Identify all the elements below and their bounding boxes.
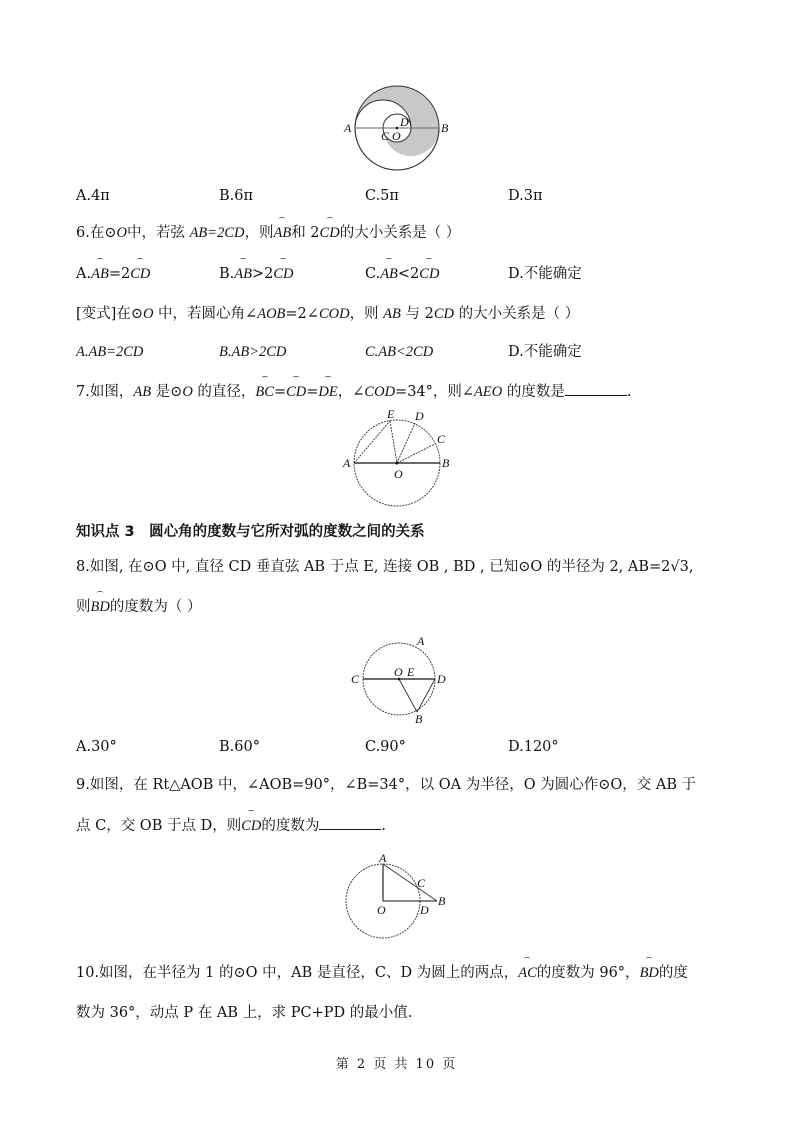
q6-text: 中，若弦 xyxy=(126,225,190,241)
figure-q5-shaded-circles xyxy=(340,78,455,173)
label-A: A xyxy=(417,634,425,648)
page-footer: 第 2 页 共 10 页 xyxy=(335,1057,458,1072)
label-E: E xyxy=(387,408,395,421)
figure-q9-circle xyxy=(340,852,455,944)
arc-cd: ⌒ CD xyxy=(241,816,261,836)
option-prefix: C. xyxy=(365,266,381,282)
q6-stem xyxy=(76,223,460,243)
equals: = xyxy=(273,384,287,400)
option-prefix: D. xyxy=(508,266,524,282)
label-O: O xyxy=(394,467,403,481)
q9-stem-line2 xyxy=(76,815,386,836)
segment-BD xyxy=(417,679,435,712)
q7-text: 7.如图， xyxy=(76,384,134,400)
q8-stem-line1: 8.如图, 在⊙O 中, 直径 CD 垂直弦 AB 于点 E, 连接 OB , BD , 已知⊙O 的半径为 2, AB=2√3, xyxy=(76,559,694,575)
arc-cd: ⌒ CD xyxy=(273,264,293,284)
q6-text: 和 2 xyxy=(291,225,320,241)
equals: = xyxy=(306,384,319,400)
variant-option-c[interactable]: C.AB<2CD xyxy=(365,344,434,360)
label-D: D xyxy=(437,672,446,686)
q6-option-b[interactable] xyxy=(219,264,294,284)
variant-text: 的大小关系是（ ） xyxy=(454,306,580,322)
q6-options xyxy=(76,264,716,284)
q5-option-a[interactable]: A.4π xyxy=(76,188,110,204)
q10-text: 的度 xyxy=(658,965,688,981)
q10-stem-line2: 数为 36°，动点 P 在 AB 上，求 PC+PD 的最小值. xyxy=(76,1005,413,1021)
q10-text: 的度数为 96°， xyxy=(536,965,640,981)
q8-option-a[interactable]: A.30° xyxy=(76,739,117,755)
arc-bc: ⌒ BC xyxy=(255,382,274,402)
q8-text: 则 xyxy=(76,599,91,615)
q6-option-d[interactable] xyxy=(508,264,582,284)
q7-text: ，∠ xyxy=(337,384,365,400)
variant-text: ，则 xyxy=(349,306,384,322)
figure-q7-circle xyxy=(340,408,455,508)
q6-text: 的大小关系是（ ） xyxy=(339,225,461,241)
label-D: D xyxy=(420,903,429,917)
arc-ab: ⌒ AB xyxy=(91,264,109,284)
variant-options xyxy=(76,342,716,362)
label-A: A xyxy=(379,852,387,865)
q10-text: 10.如图，在半径为 1 的⊙O 中，AB 是直径，C、D 为圆上的两点， xyxy=(76,965,519,981)
angle-cod: COD xyxy=(318,306,350,322)
option-prefix: B. xyxy=(219,266,235,282)
label-B: B xyxy=(415,712,423,725)
arc-cd: ⌒ CD xyxy=(419,264,439,284)
arc-ac: ⌒ AC xyxy=(518,963,537,983)
label-A: A xyxy=(343,456,351,470)
figure-q8-circle xyxy=(345,633,455,725)
angle-cod: COD xyxy=(364,384,396,400)
q8-option-d[interactable]: D.120° xyxy=(508,739,559,755)
q6-option-a[interactable] xyxy=(76,264,150,284)
q7-stem xyxy=(76,381,631,402)
label-B: B xyxy=(442,456,450,470)
label-B: B xyxy=(441,121,449,135)
angle-aob: AOB xyxy=(257,306,286,322)
q9-text: 的度数为 xyxy=(261,818,320,834)
q8-options xyxy=(76,737,716,757)
q9-answer-blank[interactable] xyxy=(319,815,381,830)
q5-options xyxy=(76,186,716,206)
q6-text: 6.在⊙ xyxy=(76,225,117,241)
q6-text: ，则 xyxy=(244,225,274,241)
q6-expr: AB=2CD xyxy=(189,225,245,241)
q7-end: . xyxy=(626,384,632,400)
variant-option-b[interactable]: B.AB>2CD xyxy=(219,344,287,360)
q8-stem-line2 xyxy=(76,597,201,617)
label-A: A xyxy=(344,121,352,135)
variant-option-a[interactable]: A.AB=2CD xyxy=(76,344,144,360)
q10-stem-line1 xyxy=(76,963,688,983)
q9-stem-line1: 9.如图，在 Rt△AOB 中，∠AOB=90°，∠B=34°，以 OA 为半径，O 为圆心作⊙O，交 AB 于 xyxy=(76,777,697,793)
segment-OB xyxy=(399,679,417,712)
relation: <2 xyxy=(397,266,420,282)
variant-option-d[interactable]: D.不能确定 xyxy=(508,344,582,360)
label-D: D xyxy=(400,115,409,129)
angle-aeo: AEO xyxy=(474,384,503,400)
label-B: B xyxy=(438,894,446,908)
label-C: C xyxy=(417,876,426,890)
relation: =2 xyxy=(108,266,131,282)
label-C: C xyxy=(351,672,360,686)
q5-option-c[interactable]: C.5π xyxy=(365,188,399,204)
center-dot xyxy=(396,462,399,465)
q7-text: 的直径， xyxy=(192,384,256,400)
q7-text: 是⊙ xyxy=(151,384,183,400)
shaded-region xyxy=(355,86,439,156)
diameter-ab: AB xyxy=(133,384,152,400)
q7-answer-blank[interactable] xyxy=(565,381,627,396)
segment-OC xyxy=(397,444,435,463)
label-E: E xyxy=(407,665,415,679)
section-heading: 知识点 3 圆心角的度数与它所对弧的度数之间的关系 xyxy=(76,524,425,540)
variant-text: [变式]在⊙ xyxy=(76,306,143,322)
segment-EO xyxy=(390,421,397,463)
arc-bd: ⌒ BD xyxy=(91,597,110,617)
variant-text: =2∠ xyxy=(285,306,319,322)
segment-OD xyxy=(397,423,415,463)
q9-text: 点 C，交 OB 于点 D，则 xyxy=(76,818,242,834)
arc-cd: ⌒ CD xyxy=(320,223,340,243)
arc-ab: ⌒ AB xyxy=(234,264,252,284)
q7-text: =34°，则∠ xyxy=(395,384,475,400)
q5-option-d[interactable]: D.3π xyxy=(508,188,543,204)
variant-o: O xyxy=(142,306,154,322)
q5-option-b[interactable]: B.6π xyxy=(219,188,254,204)
chord-ab: AB xyxy=(383,306,401,322)
arc-cd: ⌒ CD xyxy=(286,382,306,402)
label-O: O xyxy=(394,665,403,679)
arc-bd: ⌒ BD xyxy=(640,963,659,983)
label-O: O xyxy=(392,129,401,143)
arc-ab: ⌒ AB xyxy=(273,223,291,243)
label-C: C xyxy=(437,432,446,446)
arc-cd: ⌒ CD xyxy=(130,264,150,284)
q6-o: O xyxy=(116,225,127,241)
q8-text: 的度数为（ ） xyxy=(109,599,202,615)
segment-AB xyxy=(383,864,437,901)
chord-cd: CD xyxy=(433,306,454,322)
q9-end: . xyxy=(381,818,386,834)
q8-option-c[interactable]: C.90° xyxy=(365,739,406,755)
arc-ab: ⌒ AB xyxy=(380,264,398,284)
q7-o: O xyxy=(182,384,193,400)
q7-text: 的度数是 xyxy=(502,384,565,400)
q6-option-c[interactable] xyxy=(365,264,439,284)
variant-text: 中，若圆心角∠ xyxy=(153,306,258,322)
arc-de: ⌒ DE xyxy=(318,382,337,402)
label-O: O xyxy=(377,903,386,917)
variant-text: 与 2 xyxy=(400,306,434,322)
option-text: 不能确定 xyxy=(523,266,582,282)
option-prefix: A. xyxy=(76,266,92,282)
q8-option-b[interactable]: B.60° xyxy=(219,739,260,755)
relation: >2 xyxy=(251,266,274,282)
label-D: D xyxy=(415,409,424,423)
label-C: C xyxy=(381,129,390,143)
variant-stem xyxy=(76,304,579,324)
